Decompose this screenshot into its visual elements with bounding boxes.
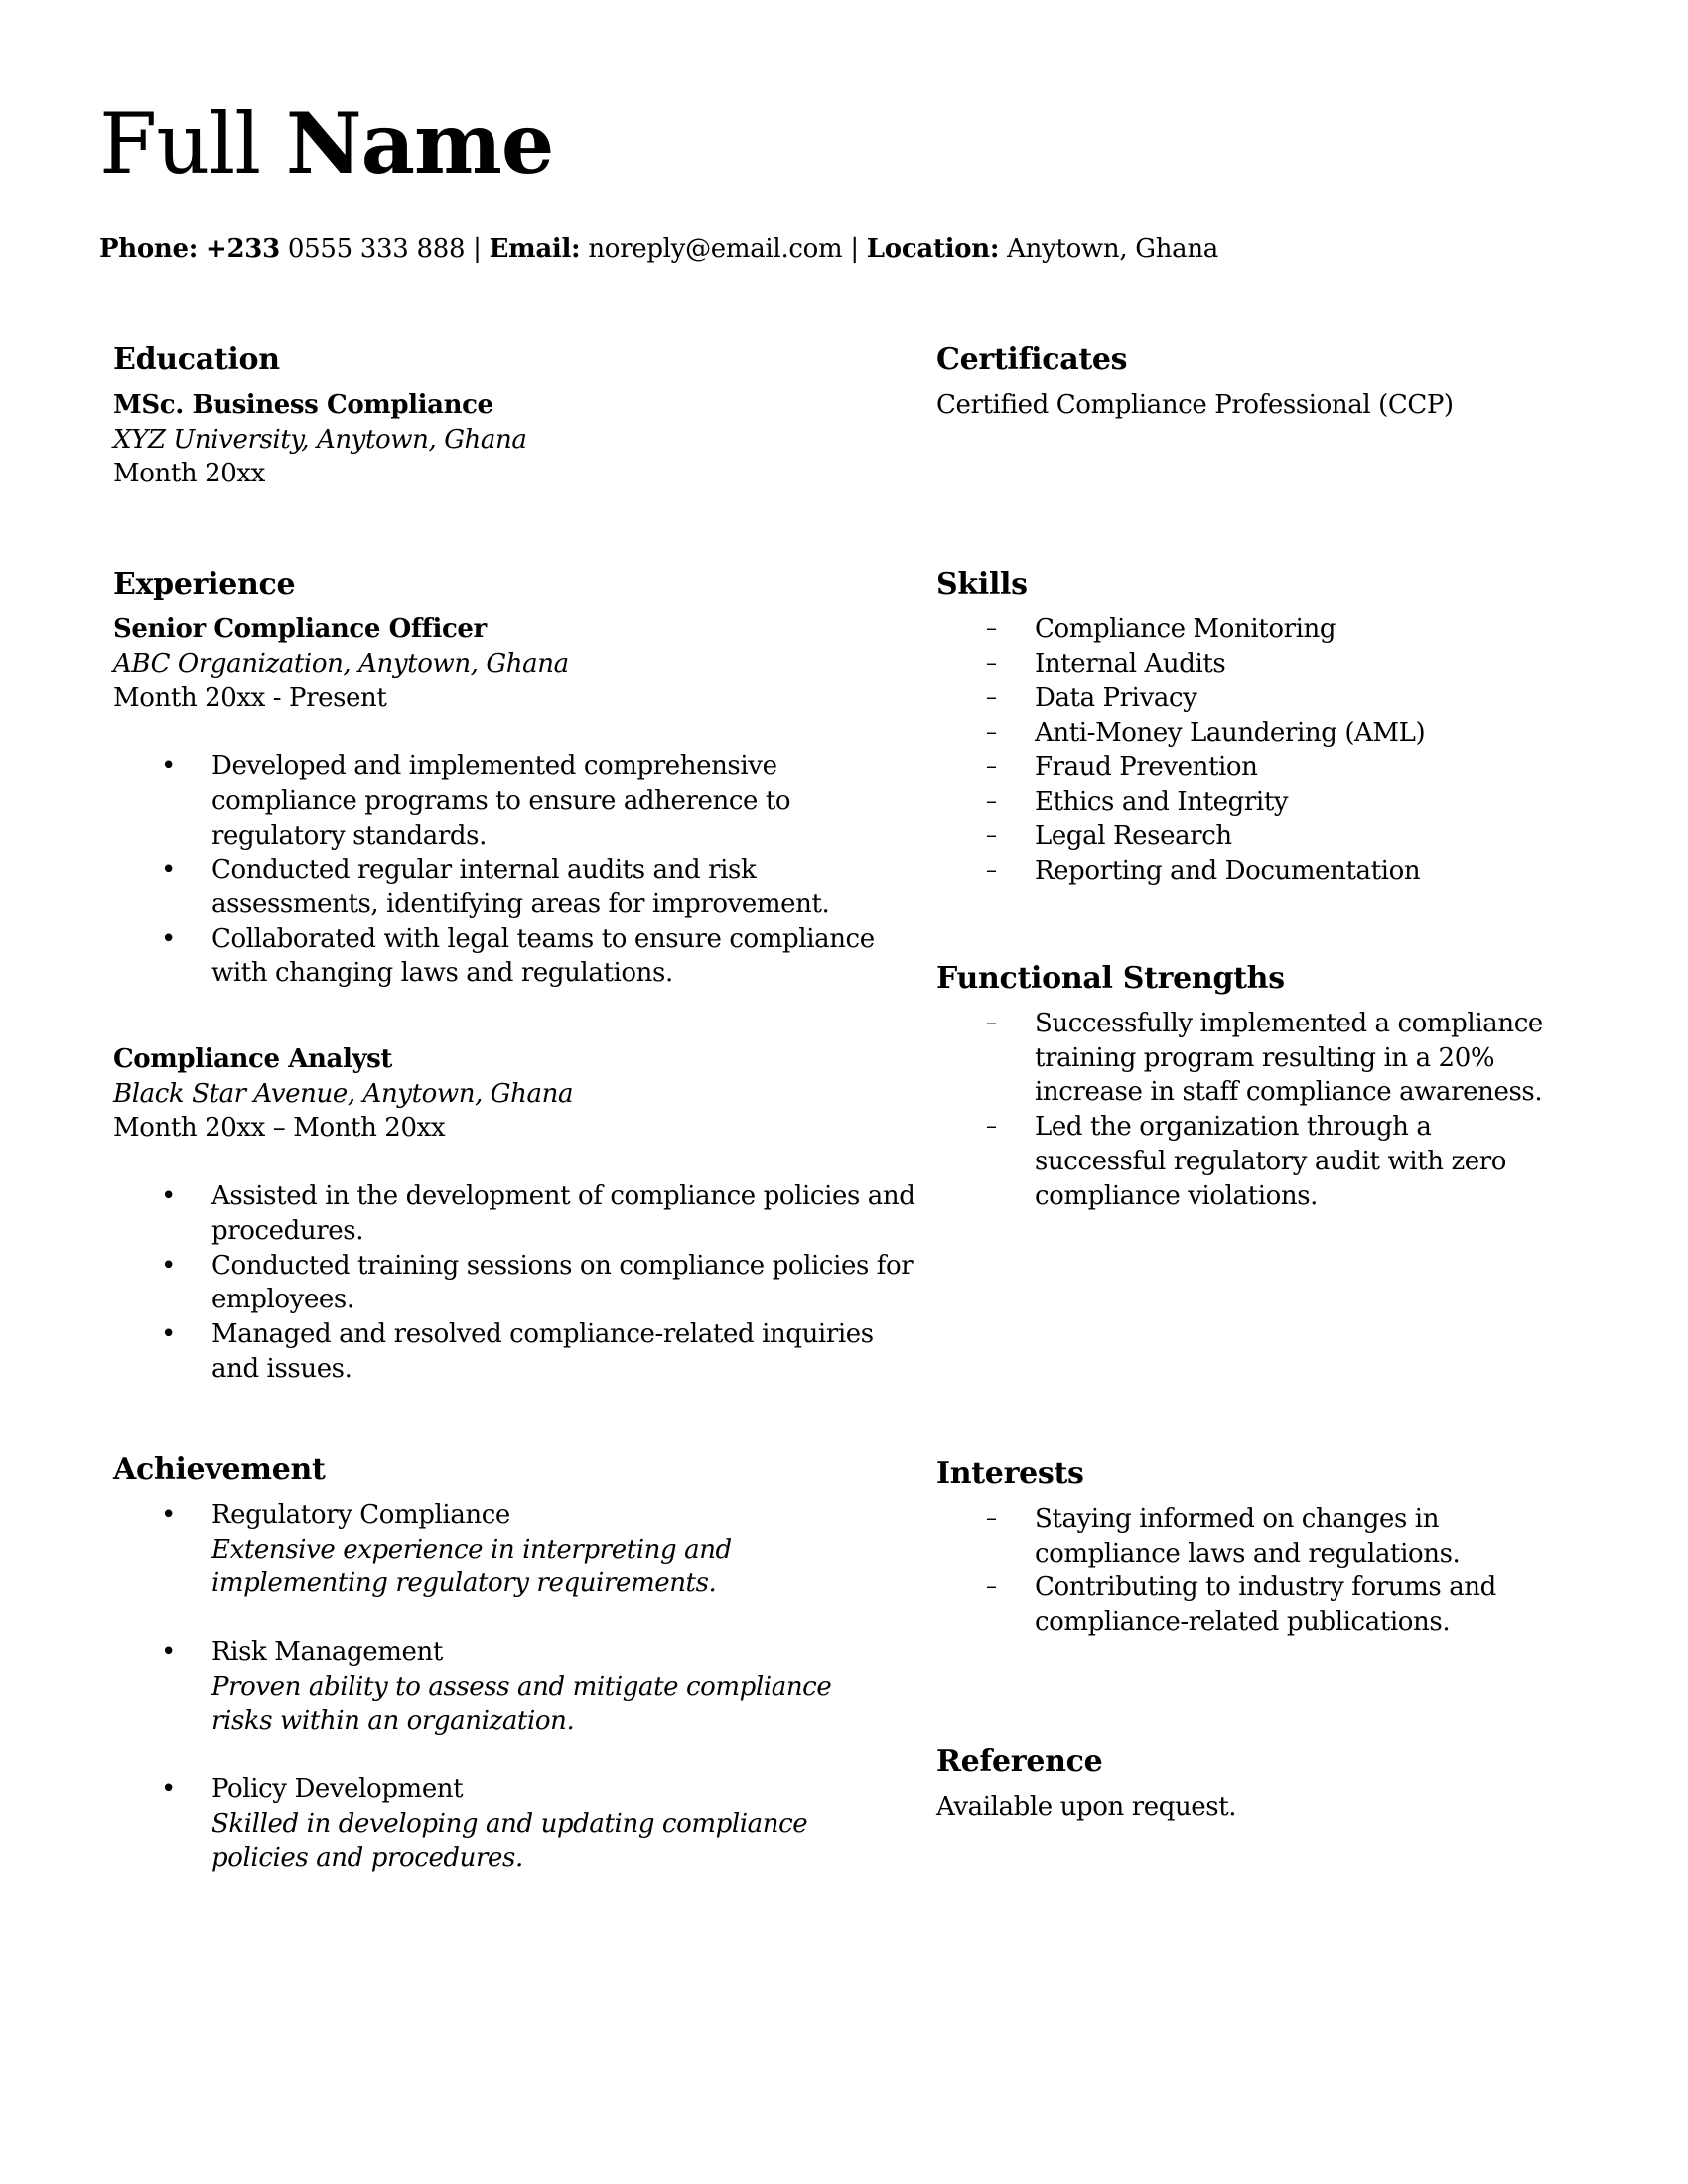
achievement-desc: Skilled in developing and updating compliance policies and procedures.	[211, 1808, 808, 1873]
section-title: Certificates	[936, 342, 1128, 377]
degree: MSc. Business Compliance	[113, 390, 493, 420]
achievement-section	[113, 1450, 917, 1875]
phone-code: +233	[206, 234, 280, 264]
section-title: Functional Strengths	[936, 961, 1285, 996]
list-item: – Led the organization through a successful regulatory audit with zero compliance violations.	[936, 1110, 1552, 1213]
section-title: Education	[113, 342, 280, 377]
certificates-section	[936, 341, 1612, 423]
list-item: – Legal Research	[936, 819, 1612, 854]
achievement-list	[113, 1498, 898, 1875]
job-dates: Month 20xx – Month 20xx	[113, 1113, 446, 1144]
list-item: – Ethics and Integrity	[936, 785, 1612, 820]
email-label: Email:	[489, 234, 581, 264]
list-item: – Fraud Prevention	[936, 751, 1612, 785]
achievement-desc: Extensive experience in interpreting and implementing regulatory requirements.	[211, 1534, 732, 1599]
section-title: Reference	[936, 1744, 1103, 1779]
interests-section	[936, 1454, 1572, 1640]
list-item: – Anti-Money Laundering (AML)	[936, 716, 1612, 751]
separator: |	[850, 234, 859, 264]
job-org: Black Star Avenue, Anytown, Ghana	[113, 1078, 574, 1109]
achievement-name: • Risk Management	[211, 1637, 443, 1668]
education-date: Month 20xx	[113, 459, 265, 489]
section-title: Experience	[113, 567, 296, 602]
name-first: Full	[99, 95, 261, 193]
functional-strengths-section	[936, 959, 1572, 1213]
achievement-desc: Proven ability to assess and mitigate compliance risks within an organization.	[211, 1671, 832, 1736]
reference-text: Available upon request.	[936, 1792, 1237, 1822]
interests-list	[936, 1502, 1552, 1640]
strengths-list	[936, 1007, 1552, 1213]
job-role: Compliance Analyst	[113, 1044, 393, 1075]
email-value: noreply@email.com	[588, 234, 843, 264]
list-item	[113, 1772, 898, 1875]
list-item	[113, 1498, 898, 1601]
phone-number: 0555 333 888	[287, 234, 466, 264]
skills-section	[936, 565, 1612, 888]
list-item: • Conducted regular internal audits and risk assessments, identifying areas for improvement.	[113, 853, 908, 921]
achievement-name: • Regulatory Compliance	[211, 1500, 510, 1530]
job-dates: Month 20xx - Present	[113, 683, 387, 714]
job-entry	[113, 613, 917, 991]
section-title: Skills	[936, 567, 1028, 602]
section-title: Interests	[936, 1456, 1084, 1491]
reference-section	[936, 1742, 1572, 1825]
job-org: ABC Organization, Anytown, Ghana	[113, 648, 569, 679]
list-item: • Managed and resolved compliance-related inquiries and issues.	[113, 1317, 917, 1386]
list-item	[113, 1635, 898, 1738]
list-item: • Developed and implemented comprehensive compliance programs to ensure adherence to regulatory standards.	[113, 750, 908, 853]
list-item: – Successfully implemented a compliance training program resulting in a 20% increase in staff compliance awareness.	[936, 1007, 1552, 1110]
job-entry	[113, 1042, 917, 1386]
experience-section	[113, 565, 917, 1386]
list-item: – Contributing to industry forums and compliance-related publications.	[936, 1570, 1552, 1639]
separator: |	[473, 234, 482, 264]
job-bullets	[113, 750, 908, 991]
list-item: – Staying informed on changes in compliance laws and regulations.	[936, 1502, 1552, 1570]
achievement-name: • Policy Development	[211, 1774, 464, 1805]
full-name	[99, 94, 553, 194]
education-section	[113, 341, 917, 491]
job-role: Senior Compliance Officer	[113, 614, 487, 644]
section-title: Achievement	[113, 1452, 326, 1487]
name-last: Name	[285, 94, 554, 193]
skills-list	[936, 613, 1612, 888]
job-bullets	[113, 1179, 917, 1386]
list-item: – Compliance Monitoring	[936, 613, 1612, 647]
list-item: • Collaborated with legal teams to ensure compliance with changing laws and regulations.	[113, 922, 908, 991]
list-item: – Reporting and Documentation	[936, 854, 1612, 888]
location-value: Anytown, Ghana	[1007, 234, 1219, 264]
location-label: Location:	[866, 234, 1000, 264]
list-item: – Internal Audits	[936, 647, 1612, 682]
certificate-item: Certified Compliance Professional (CCP)	[936, 390, 1454, 420]
phone-label: Phone:	[99, 234, 199, 264]
school: XYZ University, Anytown, Ghana	[113, 424, 527, 455]
list-item: – Data Privacy	[936, 681, 1612, 716]
list-item: • Assisted in the development of compliance policies and procedures.	[113, 1179, 917, 1248]
contact-line	[99, 232, 1218, 266]
list-item: • Conducted training sessions on compliance policies for employees.	[113, 1249, 917, 1317]
